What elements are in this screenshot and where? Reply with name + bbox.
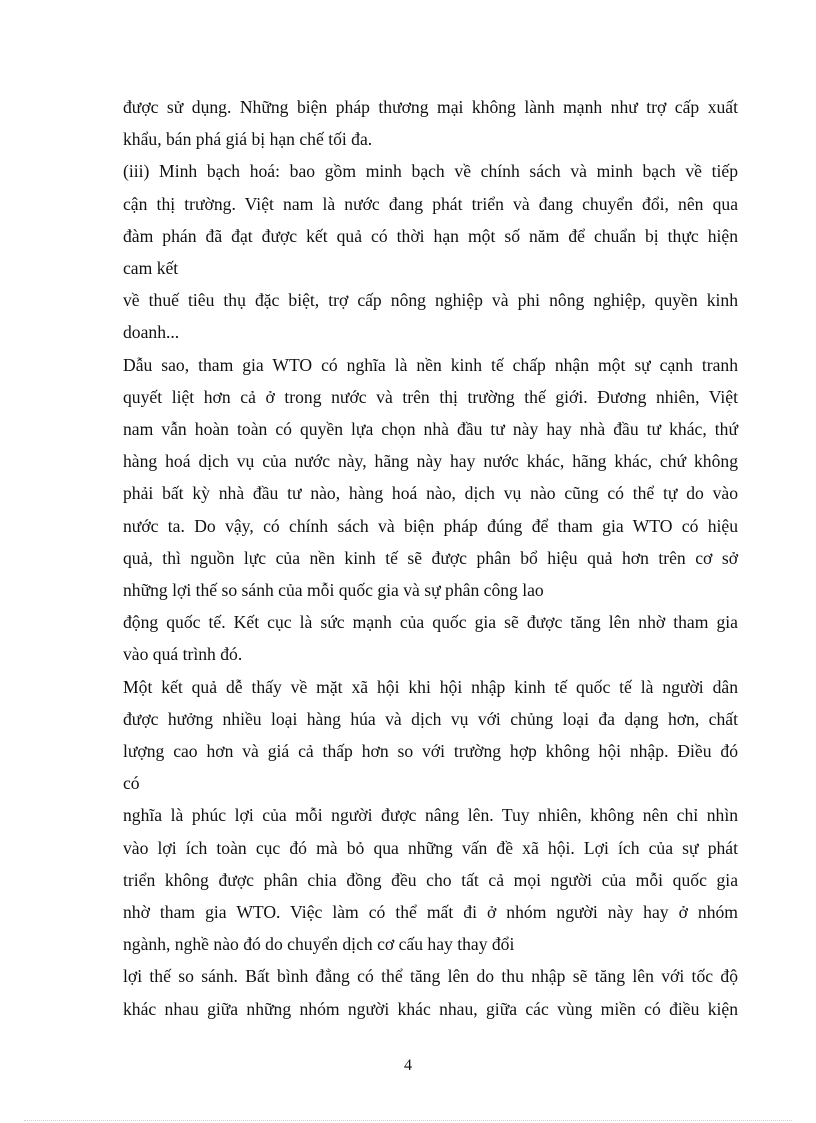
text-line: nam vẫn hoàn toàn có quyền lựa chọn nhà đầu tư này hay nhà đầu tư khác, thứ <box>123 419 738 439</box>
text-line: vào quá trình đó. <box>123 644 243 664</box>
text-line: doanh... <box>123 322 180 342</box>
text-line: lượng cao hơn và giá cả thấp hơn so với trường hợp không hội nhập. Điều đó <box>123 741 738 761</box>
text-line: cam kết <box>123 258 179 278</box>
text-line: về thuế tiêu thụ đặc biệt, trợ cấp nông nghiệp và phi nông nghiệp, quyền kinh <box>123 290 738 310</box>
text-line: khác nhau giữa những nhóm người khác nhau, giữa các vùng miền có điều kiện <box>123 999 738 1019</box>
text-line: động quốc tế. Kết cục là sức mạnh của quốc gia sẽ được tăng lên nhờ tham gia <box>123 612 738 632</box>
text-line: nghĩa là phúc lợi của mỗi người được nâng lên. Tuy nhiên, không nên chỉ nhìn <box>123 805 738 825</box>
text-line: có <box>123 773 140 793</box>
text-line: cận thị trường. Việt nam là nước đang phát triển và đang chuyển đổi, nên qua <box>123 194 738 214</box>
text-line: vào lợi ích toàn cục đó mà bỏ qua những vấn đề xã hội. Lợi ích của sự phát <box>123 838 738 858</box>
text-line: (iii) Minh bạch hoá: bao gồm minh bạch về chính sách và minh bạch về tiếp <box>123 161 738 181</box>
text-line: những lợi thế so sánh của mỗi quốc gia và sự phân công lao <box>123 580 544 600</box>
text-line: Một kết quả dễ thấy về mặt xã hội khi hội nhập kinh tế quốc tế là người dân <box>123 677 738 697</box>
text-line: triển không được phân chia đồng đều cho tất cả mọi người của mỗi quốc gia <box>123 870 738 890</box>
text-line: quả, thì nguồn lực của nền kinh tế sẽ được phân bổ hiệu quả hơn trên cơ sở <box>123 548 738 568</box>
text-line: phải bất kỳ nhà đầu tư nào, hàng hoá nào, dịch vụ nào cũng có thể tự do vào <box>123 483 738 503</box>
text-line: nhờ tham gia WTO. Việc làm có thể mất đi ở nhóm người này hay ở nhóm <box>123 902 738 922</box>
text-line: đàm phán đã đạt được kết quả có thời hạn một số năm để chuẩn bị thực hiện <box>123 226 738 246</box>
text-line: nước ta. Do vậy, có chính sách và biện pháp đúng để tham gia WTO có hiệu <box>123 516 738 536</box>
text-line: hàng hoá dịch vụ của nước này, hãng này hay nước khác, hãng khác, chứ không <box>123 451 738 471</box>
text-line: ngành, nghề nào đó do chuyển dịch cơ cấu hay thay đổi <box>123 934 515 954</box>
text-line: Dẫu sao, tham gia WTO có nghĩa là nền kinh tế chấp nhận một sự cạnh tranh <box>123 355 738 375</box>
text-line: khẩu, bán phá giá bị hạn chế tối đa. <box>123 129 373 149</box>
text-line: quyết liệt hơn cả ở trong nước và trên thị trường thế giới. Đương nhiên, Việt <box>123 387 738 407</box>
text-line: được hưởng nhiều loại hàng húa và dịch vụ với chủng loại đa dạng hơn, chất <box>123 709 738 729</box>
page-bottom-divider <box>24 1120 792 1121</box>
text-line: được sử dụng. Những biện pháp thương mại không lành mạnh như trợ cấp xuất <box>123 97 738 117</box>
page-number: 4 <box>404 1057 412 1074</box>
text-line: lợi thế so sánh. Bất bình đẳng có thể tăng lên do thu nhập sẽ tăng lên với tốc độ <box>123 966 738 986</box>
